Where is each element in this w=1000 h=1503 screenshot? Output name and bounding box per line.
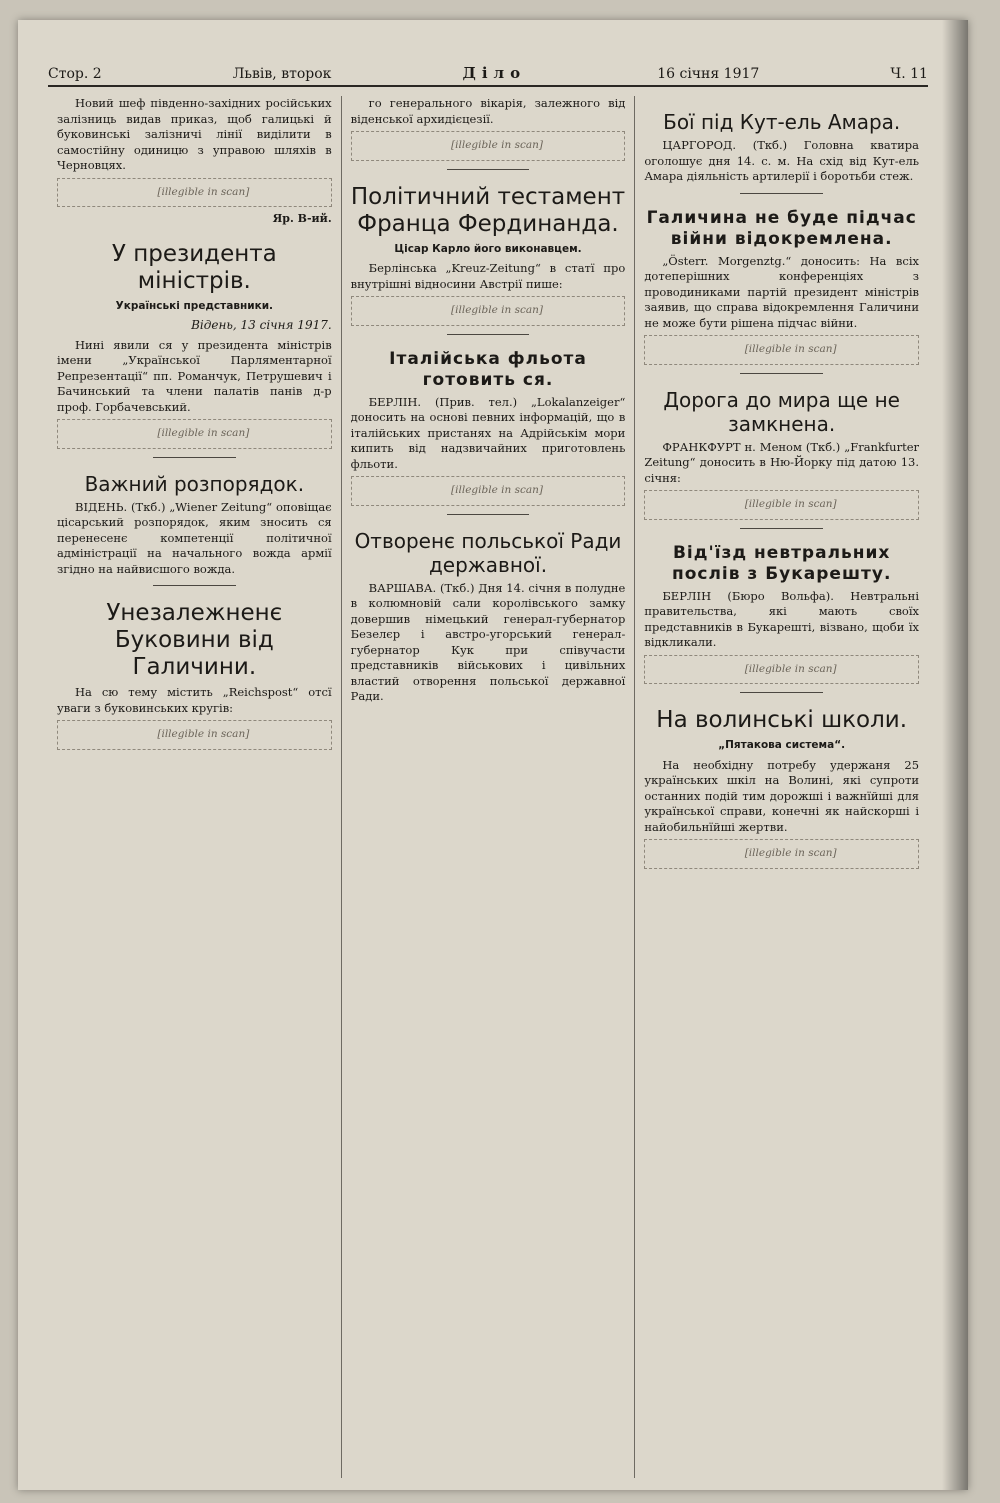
columns bbox=[48, 96, 928, 1478]
continuation-text: го генерального вікарія, залежного від віденської архидієцезії. bbox=[350, 96, 626, 126]
divider bbox=[740, 692, 822, 693]
illegible-block: [illegible in scan] bbox=[57, 419, 332, 449]
issue-number: Ч. 11 bbox=[890, 66, 928, 82]
article-signature: Яр. В-ий. bbox=[272, 212, 332, 225]
peace-article-lead: ФРАНКФУРТ н. Меном (Ткб.) „Frankfurter Zeitung“ доносить в Ню-Йорку під датою 13. січня: bbox=[644, 439, 920, 485]
railway-article-lead: Новий шеф південно-західних російських залізниць видав приказ, щоб галицькі й буковинські залізничі лінії виділити в самостійну одиницю з управою шляхів в Черновцях. bbox=[57, 96, 332, 172]
bukovyna-article-lead: На сю тему містить „Reichspost“ отсї уваги з буковинських кругів: bbox=[57, 685, 332, 715]
testament-article-lead: Берлінська „Kreuz-Zeitung“ в статї про внутрішні відносини Австрії пише: bbox=[350, 261, 626, 291]
article-title-bukovyna: Унезалежненє Буковини від Галичини. bbox=[106, 600, 283, 680]
volyn-article-lead: На необхідну потребу удержаня 25 українських шкіл на Волині, які супроти останних подій тим дорожші і важнїйші для української справи, конечні як найскорші і найобильнїйші жертви. bbox=[644, 757, 920, 834]
illegible-block: [illegible in scan] bbox=[644, 335, 919, 365]
illegible-block: [illegible in scan] bbox=[644, 839, 919, 869]
masthead: Діло bbox=[462, 64, 527, 82]
illegible-block: [illegible in scan] bbox=[644, 655, 919, 685]
illegible-block: [illegible in scan] bbox=[351, 476, 626, 506]
illegible-block: [illegible in scan] bbox=[351, 131, 626, 161]
article-title-galicia: Галичина не буде підчас війни відокремлена. bbox=[646, 207, 917, 249]
kut-article-lead: ЦАРГОРОД. (Ткб.) Головна кватира оголошує дня 14. с. м. На схід від Кут-ель Амара діяльність артилерії і боротьби стеж. bbox=[644, 138, 920, 183]
divider bbox=[740, 373, 822, 374]
issue-date: 16 січня 1917 bbox=[657, 66, 760, 82]
illegible-block: [illegible in scan] bbox=[57, 720, 332, 750]
article-subtitle-president: Українські представники. bbox=[115, 299, 274, 312]
divider bbox=[740, 528, 822, 529]
article-title-testament: Політичний тестамент Франца Фердинанда. bbox=[350, 183, 626, 237]
illegible-block: [illegible in scan] bbox=[57, 178, 332, 208]
column-3 bbox=[634, 96, 928, 1478]
divider bbox=[447, 334, 529, 335]
page-header bbox=[48, 56, 928, 87]
divider bbox=[447, 514, 529, 515]
order-article-lead: ВІДЕНЬ. (Ткб.) „Wiener Zeitung“ оповіщає цісарський розпорядок, яким зносить ся перенесенє компетенції політичної адміністрації на начального вожда армії згідно на найвисшого вожда. bbox=[57, 499, 332, 576]
city-day: Львів, второк bbox=[232, 66, 332, 82]
divider bbox=[153, 585, 235, 586]
article-title-bucharest: Від'їзд невтральних послів з Букарешту. bbox=[671, 542, 892, 584]
divider bbox=[740, 193, 822, 194]
dateline-vienna: Відень, 13 січня 1917. bbox=[191, 318, 332, 332]
article-title-volyn: На волинські школи. bbox=[656, 707, 908, 733]
column-2 bbox=[341, 96, 635, 1478]
article-title-fleet: Італійська фльота готовить ся. bbox=[389, 348, 587, 390]
article-title-council: Отворенє польської Ради державної. bbox=[354, 528, 622, 577]
article-subtitle-testament: Цісар Карло його виконавцем. bbox=[394, 242, 582, 255]
article-title-order: Важний розпорядок. bbox=[84, 471, 305, 496]
article-subtitle-volyn: „Пятакова система“. bbox=[718, 739, 846, 751]
newspaper-page bbox=[18, 20, 968, 1490]
illegible-block: [illegible in scan] bbox=[351, 296, 626, 326]
fleet-article-lead: БЕРЛІН. (Прив. тел.) „Lokalanzeiger“ доносить на основі певних інформацій, що в італійських пристанях на Адрійськім мори кипить від надзвичайних приготовлень фльоти. bbox=[350, 394, 626, 471]
page-number: Стор. 2 bbox=[48, 66, 102, 82]
president-article-lead: Нині явили ся у президента міністрів імени „Української Парляментарної Репрезентації“ пп. Романчук, Петрушевич і Бачинський та члени палатів панів д-р проф. Горбачевський. bbox=[57, 337, 332, 414]
council-article-lead: ВАРШАВА. (Ткб.) Дня 14. січня в полудне в колюмновій сали королівського замку довершив німецький генерал-губернатор Безелєр і австро-угорський генерал-губернатор Кук при співучасти представників військових і цивільних властий отворення польської державної Ради. bbox=[350, 580, 626, 703]
article-title-president: У президента міністрів. bbox=[111, 240, 277, 294]
galicia-article-lead: „Österr. Morgenztg.“ доносить: На всіх дотеперішних конференціях з проводиниками партій президент міністрів заявив, що справа відокремлення Галичини не може бути рішена підчас війни. bbox=[644, 253, 920, 330]
column-1 bbox=[48, 96, 341, 1478]
article-title-kut: Бої під Кут-ель Амара. bbox=[663, 110, 901, 134]
illegible-block: [illegible in scan] bbox=[644, 490, 919, 520]
divider bbox=[153, 457, 235, 458]
article-title-peace: Дорога до мира ще не замкнена. bbox=[663, 387, 900, 436]
divider bbox=[447, 169, 529, 170]
bucharest-article-lead: БЕРЛІН (Бюро Вольфа). Невтральні правительства, які мають своїх представників в Букарешті, візвано, щоби їх відкликали. bbox=[644, 588, 920, 649]
